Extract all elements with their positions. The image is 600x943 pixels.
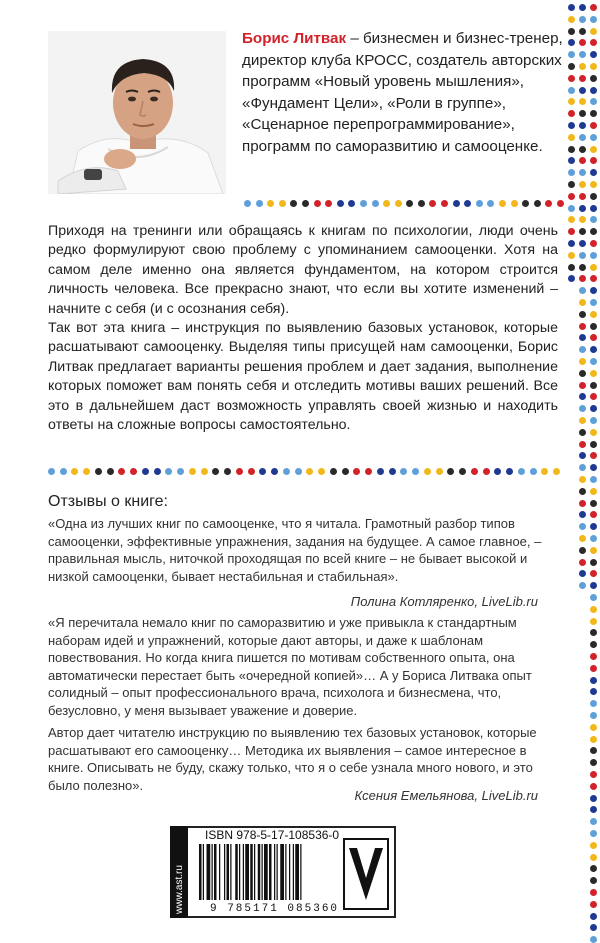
separator-dot xyxy=(342,468,349,475)
separator-dot xyxy=(436,468,443,475)
barcode-digits: 9 785171 085360 xyxy=(210,903,340,915)
separator-dot xyxy=(318,468,325,475)
decorative-dot xyxy=(579,547,586,554)
separator-dot xyxy=(530,468,537,475)
barcode-bar xyxy=(254,844,255,900)
decorative-dot xyxy=(579,382,586,389)
separator-dot xyxy=(337,200,344,207)
barcode-bar xyxy=(245,844,249,900)
decorative-dot xyxy=(590,4,597,11)
decorative-dot xyxy=(579,476,586,483)
separator-dot xyxy=(372,200,379,207)
decorative-dot xyxy=(590,169,597,176)
barcode-bar xyxy=(199,844,202,900)
decorative-dot xyxy=(579,299,586,306)
separator-dot xyxy=(487,200,494,207)
separator-dot xyxy=(476,200,483,207)
barcode-bar xyxy=(214,844,217,900)
decorative-dot xyxy=(579,264,586,271)
barcode-bars xyxy=(199,844,339,902)
decorative-dot xyxy=(579,287,586,294)
decorative-dot xyxy=(579,393,586,400)
decorative-dot xyxy=(568,51,575,58)
dot-separator-top xyxy=(244,200,564,208)
decorative-dot xyxy=(590,747,597,754)
separator-dot xyxy=(236,468,243,475)
annotation-paragraph-1: Приходя на тренинги или обращаясь к книгам по психологии, люди очень редко формулируют свою проблему с упоминанием самооценки. Хотя на самом деле именно она является фундаментом, на котором строится личность человека. Все прекрасно знают, что если вы хотите изменений – начните с себя (и с осознания себя). xyxy=(48,223,558,317)
decorative-dot xyxy=(590,216,597,223)
decorative-dot xyxy=(579,346,586,353)
decorative-dot xyxy=(590,240,597,247)
decorative-dot xyxy=(568,216,575,223)
decorative-dot xyxy=(590,936,597,943)
decorative-dot xyxy=(579,110,586,117)
decorative-dot xyxy=(590,39,597,46)
separator-dot xyxy=(471,468,478,475)
decorative-dot xyxy=(568,87,575,94)
decorative-dot xyxy=(590,275,597,282)
decorative-dot xyxy=(590,665,597,672)
decorative-dot xyxy=(579,500,586,507)
decorative-dot xyxy=(590,51,597,58)
separator-dot xyxy=(314,200,321,207)
decorative-dot xyxy=(568,181,575,188)
decorative-dot xyxy=(590,889,597,896)
decorative-dot xyxy=(579,535,586,542)
barcode-bar xyxy=(295,844,299,900)
review-2-author: Ксения Емельянова, LiveLib.ru xyxy=(354,788,538,803)
decorative-dot xyxy=(568,205,575,212)
decorative-dot xyxy=(579,582,586,589)
decorative-dot xyxy=(568,193,575,200)
decorative-dot xyxy=(579,122,586,129)
barcode-bar xyxy=(274,844,275,900)
separator-dot xyxy=(447,468,454,475)
separator-dot xyxy=(256,200,263,207)
decorative-dot xyxy=(590,511,597,518)
separator-dot xyxy=(325,200,332,207)
decorative-dot xyxy=(579,63,586,70)
separator-dot xyxy=(48,468,55,475)
decorative-dot xyxy=(590,653,597,660)
barcode-bar xyxy=(235,844,238,900)
separator-dot xyxy=(177,468,184,475)
barcode-bar xyxy=(293,844,294,900)
decorative-dot xyxy=(590,417,597,424)
isbn-label: ISBN 978-5-17-108536-0 xyxy=(205,828,340,842)
separator-dot xyxy=(483,468,490,475)
decorative-dot xyxy=(568,169,575,176)
decorative-dot xyxy=(590,334,597,341)
separator-dot xyxy=(283,468,290,475)
barcode-bar xyxy=(243,844,244,900)
barcode-bar xyxy=(289,844,290,900)
decorative-dot xyxy=(590,346,597,353)
separator-dot xyxy=(453,200,460,207)
separator-dot xyxy=(83,468,90,475)
separator-dot xyxy=(302,200,309,207)
decorative-dot xyxy=(590,559,597,566)
separator-dot xyxy=(412,468,419,475)
decorative-dot xyxy=(568,4,575,11)
decorative-dot xyxy=(579,134,586,141)
separator-dot xyxy=(60,468,67,475)
separator-dot xyxy=(545,200,552,207)
publisher-site-text: www.ast.ru xyxy=(174,865,185,914)
decorative-dot xyxy=(590,535,597,542)
barcode-bar xyxy=(285,844,286,900)
decorative-dot xyxy=(590,311,597,318)
decorative-dot xyxy=(590,429,597,436)
decorative-dot xyxy=(590,736,597,743)
decorative-dot xyxy=(568,157,575,164)
separator-dot xyxy=(279,200,286,207)
decorative-dot xyxy=(568,228,575,235)
separator-dot xyxy=(441,200,448,207)
decorative-dot xyxy=(568,16,575,23)
decorative-dot xyxy=(579,323,586,330)
separator-dot xyxy=(360,200,367,207)
barcode-bar xyxy=(280,844,284,900)
decorative-dot xyxy=(590,806,597,813)
separator-dot xyxy=(353,468,360,475)
decorative-dot xyxy=(579,51,586,58)
separator-dot xyxy=(212,468,219,475)
decorative-dot xyxy=(568,275,575,282)
separator-dot xyxy=(383,200,390,207)
decorative-dot xyxy=(579,16,586,23)
decorative-dot xyxy=(579,98,586,105)
decorative-dot xyxy=(590,323,597,330)
separator-dot xyxy=(499,200,506,207)
author-name: Борис Литвак xyxy=(242,30,347,47)
decorative-dot xyxy=(568,39,575,46)
decorative-dot xyxy=(590,157,597,164)
decorative-dot xyxy=(590,830,597,837)
decorative-dot xyxy=(579,240,586,247)
decorative-dot xyxy=(590,405,597,412)
decorative-dot xyxy=(568,252,575,259)
decorative-dot xyxy=(579,441,586,448)
decorative-dot xyxy=(590,464,597,471)
separator-dot xyxy=(290,200,297,207)
separator-dot xyxy=(306,468,313,475)
publisher-v-letter: V xyxy=(365,908,367,909)
separator-dot xyxy=(95,468,102,475)
decorative-dot xyxy=(590,287,597,294)
decorative-dot xyxy=(579,275,586,282)
decorative-dot xyxy=(579,464,586,471)
decorative-dot xyxy=(590,700,597,707)
decorative-dot xyxy=(579,511,586,518)
decorative-dot xyxy=(590,16,597,23)
separator-dot xyxy=(165,468,172,475)
barcode-bar xyxy=(219,844,220,900)
decorative-dot xyxy=(590,393,597,400)
decorative-dot xyxy=(579,216,586,223)
barcode-bar xyxy=(239,844,240,900)
decorative-dot xyxy=(590,771,597,778)
decorative-dot xyxy=(590,146,597,153)
author-bio-text: – бизнесмен и бизнес-тренер, директор клуба КРОСС, создатель авторских программ «Новый уровень мышления», «Фундамент Цели», «Роли в группе», «Сценарное перепрограммирование», программ по саморазвитию и самооценке. xyxy=(242,30,563,155)
decorative-dot xyxy=(590,618,597,625)
separator-dot xyxy=(224,468,231,475)
decorative-dot xyxy=(579,28,586,35)
barcode-bar xyxy=(258,844,261,900)
decorative-dot xyxy=(590,193,597,200)
decorative-dot xyxy=(590,181,597,188)
separator-dot xyxy=(506,468,513,475)
decorative-dot xyxy=(590,901,597,908)
barcode-bar xyxy=(262,844,263,900)
decorative-dot xyxy=(590,441,597,448)
separator-dot xyxy=(201,468,208,475)
decorative-dot xyxy=(590,795,597,802)
barcode-bar xyxy=(230,844,231,900)
barcode-bar xyxy=(264,844,268,900)
separator-dot xyxy=(511,200,518,207)
separator-dot xyxy=(295,468,302,475)
decorative-dot xyxy=(590,264,597,271)
decorative-dot xyxy=(590,865,597,872)
separator-dot xyxy=(541,468,548,475)
decorative-dot xyxy=(590,913,597,920)
decorative-dot xyxy=(590,452,597,459)
decorative-dot xyxy=(579,488,586,495)
decorative-dot xyxy=(579,358,586,365)
separator-dot xyxy=(189,468,196,475)
barcode-bar xyxy=(203,844,204,900)
decorative-dot xyxy=(579,452,586,459)
decorative-dot xyxy=(590,205,597,212)
author-portrait xyxy=(48,31,226,194)
decorative-dot xyxy=(590,854,597,861)
barcode-bar xyxy=(250,844,253,900)
decorative-dot xyxy=(579,429,586,436)
decorative-dot xyxy=(568,134,575,141)
decorative-dot xyxy=(568,63,575,70)
separator-dot xyxy=(429,200,436,207)
decorative-dot xyxy=(590,98,597,105)
separator-dot xyxy=(518,468,525,475)
decorative-dot-column xyxy=(566,0,600,943)
separator-dot xyxy=(142,468,149,475)
decorative-dot xyxy=(579,228,586,235)
decorative-dot xyxy=(590,759,597,766)
decorative-dot xyxy=(568,28,575,35)
decorative-dot xyxy=(579,570,586,577)
publisher-v-logo xyxy=(343,838,389,910)
decorative-dot xyxy=(590,110,597,117)
separator-dot xyxy=(459,468,466,475)
decorative-dot xyxy=(590,712,597,719)
decorative-dot xyxy=(579,193,586,200)
book-annotation xyxy=(48,222,558,435)
decorative-dot xyxy=(590,358,597,365)
decorative-dot xyxy=(579,252,586,259)
decorative-dot xyxy=(590,877,597,884)
decorative-dot xyxy=(590,63,597,70)
annotation-paragraph-2: Так вот эта книга – инструкция по выявлению базовых установок, которые расшатывают самооценку. Выделяя типы присущей нам самооценки, Борис Литвак предлагает варианты решения проблем и дает задания, выполнение которых поможет вам понять себя и отследить мотивы ваших решений. Все это в дальнейшем даст возможность управлять своей жизнью и находить ответы на сложные вопросы самостоятельно. xyxy=(48,320,558,434)
barcode-bar xyxy=(227,844,230,900)
separator-dot xyxy=(259,468,266,475)
decorative-dot xyxy=(579,334,586,341)
barcode-bar xyxy=(277,844,278,900)
decorative-dot xyxy=(590,818,597,825)
separator-dot xyxy=(154,468,161,475)
separator-dot xyxy=(267,200,274,207)
separator-dot xyxy=(389,468,396,475)
separator-dot xyxy=(348,200,355,207)
decorative-dot xyxy=(590,641,597,648)
separator-dot xyxy=(406,200,413,207)
decorative-dot xyxy=(590,87,597,94)
decorative-dot xyxy=(590,500,597,507)
separator-dot xyxy=(71,468,78,475)
separator-dot xyxy=(464,200,471,207)
separator-dot xyxy=(395,200,402,207)
decorative-dot xyxy=(590,382,597,389)
reviews-heading: Отзывы о книге: xyxy=(48,493,168,510)
decorative-dot xyxy=(579,370,586,377)
review-1-text: «Одна из лучших книг по самооценке, что я читала. Грамотный разбор типов самооценки, эффективные упражнения, задания на будущее. А самое главное, – правильная мысль, ниточкой проходящая по всей книге – не бывает высокой и низкой самооценки, бывает нестабильная и стабильная». xyxy=(48,516,542,584)
decorative-dot xyxy=(568,264,575,271)
decorative-dot xyxy=(579,523,586,530)
decorative-dot xyxy=(590,677,597,684)
decorative-dot xyxy=(579,205,586,212)
decorative-dot xyxy=(590,370,597,377)
decorative-dot xyxy=(579,417,586,424)
separator-dot xyxy=(248,468,255,475)
barcode-bar xyxy=(207,844,211,900)
separator-dot xyxy=(534,200,541,207)
publisher-site xyxy=(170,826,188,918)
separator-dot xyxy=(130,468,137,475)
separator-dot xyxy=(494,468,501,475)
separator-dot xyxy=(418,200,425,207)
decorative-dot xyxy=(590,488,597,495)
decorative-dot xyxy=(590,688,597,695)
decorative-dot xyxy=(579,169,586,176)
decorative-dot xyxy=(579,39,586,46)
decorative-dot xyxy=(590,724,597,731)
review-2-text-continued: Автор дает читателю инструкцию по выявлению тех базовых установок, которые расшатывают его самооценку… Методика их выявления – самое интересное в книге. Описывать не буду, скажу только, что я о себе узнала много нового, и это было полезно». xyxy=(48,725,537,793)
barcode-bar xyxy=(224,844,225,900)
decorative-dot xyxy=(590,594,597,601)
barcode-bar xyxy=(212,844,213,900)
separator-dot xyxy=(271,468,278,475)
decorative-dot xyxy=(590,547,597,554)
decorative-dot xyxy=(590,570,597,577)
decorative-dot xyxy=(590,252,597,259)
decorative-dot xyxy=(590,842,597,849)
decorative-dot xyxy=(579,75,586,82)
separator-dot xyxy=(400,468,407,475)
author-bio xyxy=(242,28,564,157)
decorative-dot xyxy=(579,311,586,318)
decorative-dot xyxy=(579,4,586,11)
decorative-dot xyxy=(590,629,597,636)
separator-dot xyxy=(553,468,560,475)
barcode-bar xyxy=(269,844,272,900)
decorative-dot xyxy=(579,405,586,412)
decorative-dot xyxy=(590,783,597,790)
separator-dot xyxy=(522,200,529,207)
decorative-dot xyxy=(590,582,597,589)
decorative-dot xyxy=(590,299,597,306)
separator-dot xyxy=(365,468,372,475)
review-2-text: «Я перечитала немало книг по саморазвитию и уже привыкла к стандартным наборам идей и упражнений, которые дают авторы, и даже к шаблонам повествования. Но когда книга пишется по мотивам собственного опыта, она автоматически перестает быть «очередной копией»… А у Бориса Литвака опыт солидный – опыт профессионального врача, психолога и бизнесмена, что, безусловно, у меня вызывает уважение и доверие. xyxy=(48,615,532,718)
decorative-dot xyxy=(590,134,597,141)
decorative-dot xyxy=(568,98,575,105)
separator-dot xyxy=(118,468,125,475)
decorative-dot xyxy=(590,924,597,931)
separator-dot xyxy=(377,468,384,475)
dot-separator-middle xyxy=(48,468,560,476)
decorative-dot xyxy=(590,228,597,235)
decorative-dot xyxy=(590,28,597,35)
barcode-bar xyxy=(300,844,301,900)
decorative-dot xyxy=(590,75,597,82)
separator-dot xyxy=(424,468,431,475)
decorative-dot xyxy=(579,157,586,164)
separator-dot xyxy=(557,200,564,207)
decorative-dot xyxy=(568,110,575,117)
decorative-dot xyxy=(590,606,597,613)
decorative-dot xyxy=(568,122,575,129)
decorative-dot xyxy=(579,181,586,188)
separator-dot xyxy=(107,468,114,475)
decorative-dot xyxy=(568,146,575,153)
decorative-dot xyxy=(579,559,586,566)
decorative-dot xyxy=(579,87,586,94)
decorative-dot xyxy=(590,476,597,483)
decorative-dot xyxy=(579,146,586,153)
decorative-dot xyxy=(568,240,575,247)
separator-dot xyxy=(244,200,251,207)
decorative-dot xyxy=(568,75,575,82)
review-1-author: Полина Котляренко, LiveLib.ru xyxy=(350,594,538,609)
decorative-dot xyxy=(590,523,597,530)
decorative-dot xyxy=(590,122,597,129)
separator-dot xyxy=(330,468,337,475)
